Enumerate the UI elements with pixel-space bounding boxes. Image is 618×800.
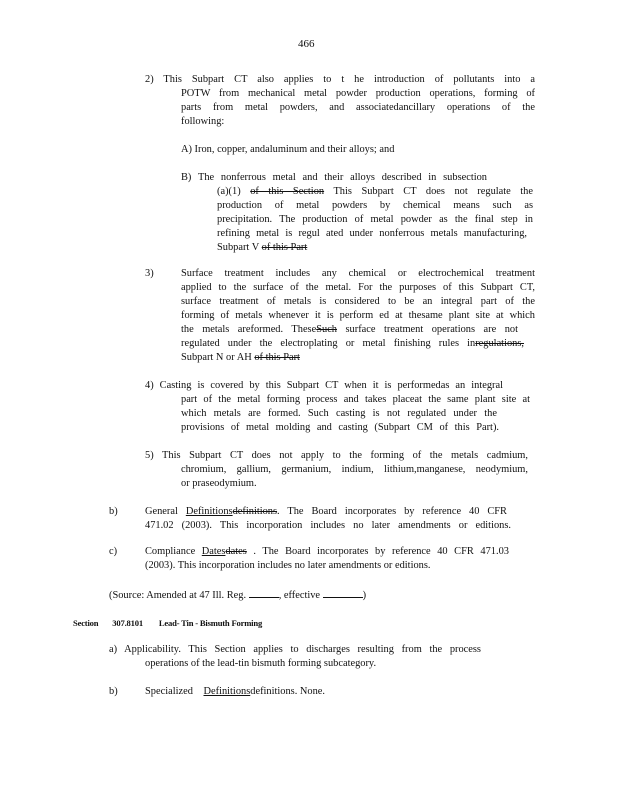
subsection-c-label: c): [109, 546, 118, 557]
section-b-label: b): [109, 686, 118, 697]
page-number: 466: [298, 38, 315, 50]
underlined-text: Definitions: [185, 506, 233, 517]
item-3-paragraph: Surface treatment includes any chemical or electrochemical treatment applied to the surface of the metal. For the purposes of this Subpart CT, surface treatment of metals is considered to be an integral part of the forming of metals whenever it is perform ed at thesame plant site at which the metals areformed. TheseSuch surface treatment operations are not regulated under the electroplating or metal finishing rules inregulations, Subpart N or AH of this Part: [181, 268, 535, 363]
item-2b-last-line: Subpart V of this Part: [217, 242, 308, 253]
item-4-first-line: 4) Casting is covered by this Subpart CT when it is performedas an integral: [145, 380, 503, 391]
item-2b-first-line: B) The nonferrous metal and their alloys described in subsection: [181, 172, 487, 183]
struck-text: of this Part: [254, 352, 300, 363]
item-3-label: 3): [145, 268, 154, 279]
subsection-b-label: b): [109, 506, 118, 517]
item-5-first-line: 5) This Subpart CT does not apply to the forming of the metals cadmium,: [145, 450, 528, 461]
section-title: Lead- Tin - Bismuth Forming: [158, 618, 263, 628]
item-2-paragraph: [145, 73, 535, 87]
struck-text: definitions: [232, 506, 278, 517]
source-note: (Source: Amended at 47 Ill. Reg. , effective ): [109, 587, 366, 603]
section-b-paragraph: Specialized Definitionsdefinitions. None.: [145, 686, 326, 697]
item-4-paragraph: [145, 379, 503, 393]
subsection-b-paragraph: General Definitionsdefinitions. The Board incorporates by reference 40 CFR 471.02 (2003). This incorporation includes no later amendments or editions.: [145, 506, 511, 531]
underlined-text: Definitions: [203, 686, 251, 697]
item-4-continuation: part of the metal forming process and takes placeat the same plant site at which metals are formed. Such casting is not regulated under the provisions of metal molding and casting (Subpart CM of this Part).: [181, 394, 530, 433]
item-2-first-line: 2) This Subpart CT also applies to t he introduction of pollutants into a: [145, 74, 535, 85]
item-2-continuation: POTW from mechanical metal powder production operations, forming of parts from metal powders, and associatedancillary operations of the following:: [181, 88, 535, 127]
item-5-paragraph: [145, 449, 528, 463]
blank-line: [249, 587, 279, 598]
struck-text: dates: [225, 546, 247, 557]
item-2b-line-2: (a)(1) of this Section This Subpart CT does not regulate the: [217, 186, 533, 197]
subsection-c-paragraph: Compliance Datesdates . The Board incorporates by reference 40 CFR 471.03 (2003). This incorporation includes no later amendments or editions.: [145, 546, 509, 571]
item-3-line-6: regulated under the electroplating or metal finishing rules inregulations,: [181, 338, 524, 349]
underlined-text: Dates: [201, 546, 226, 557]
section-a-paragraph: [109, 643, 481, 657]
struck-text: Such: [316, 324, 338, 335]
subsection-b-first-line: General Definitionsdefinitions. The Board incorporates by reference 40 CFR: [145, 506, 507, 517]
item-3-last-line: Subpart N or AH of this Part: [181, 352, 300, 363]
item-2a-paragraph: A) Iron, copper, andaluminum and their alloys; and: [181, 144, 395, 155]
section-heading: Section 307.8101 Lead- Tin - Bismuth Forming: [73, 618, 263, 628]
item-2b-continuation: (a)(1) of this Section This Subpart CT does not regulate the production of metal powders by chemical means such as precipitation. The production of metal powder as the final step in refining metal is regul ated under nonferrous metals manufacturing, Subpart V of this Part: [217, 186, 533, 253]
section-a-continuation: operations of the lead-tin bismuth forming subcategory.: [145, 658, 377, 669]
struck-text: regulations,: [475, 338, 524, 349]
struck-text: of this Part: [261, 242, 308, 253]
blank-line: [323, 587, 363, 598]
subsection-c-first-line: Compliance Datesdates . The Board incorporates by reference 40 CFR 471.03: [145, 546, 509, 557]
section-a-first-line: a) Applicability. This Section applies to discharges resulting from the process: [109, 644, 481, 655]
item-5-continuation: chromium, gallium, germanium, indium, lithium,manganese, neodymium, or praseodymium.: [181, 464, 528, 489]
item-3-line-5: the metals areformed. TheseSuch surface treatment operations are not: [181, 324, 518, 335]
struck-text: of this Section: [250, 186, 325, 197]
